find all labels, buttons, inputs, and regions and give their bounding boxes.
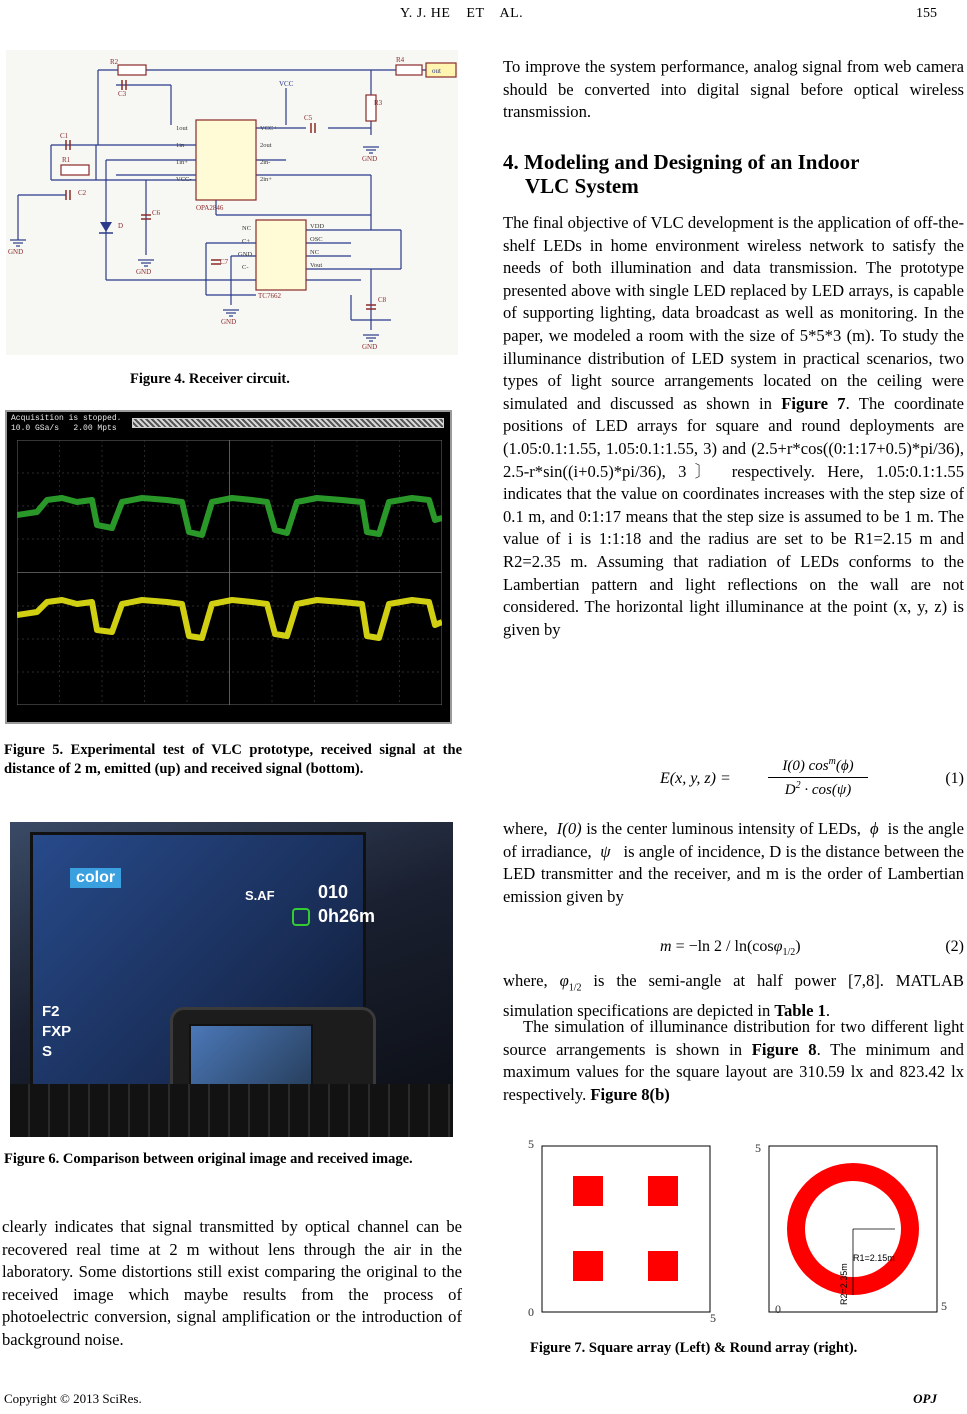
eq1-lhs: E(x, y, z) =: [660, 770, 731, 787]
label-c7: C7: [220, 258, 229, 266]
round-array-diagram: [745, 1130, 963, 1325]
section-heading-line1: 4. Modeling and Designing of an Indoor: [503, 150, 860, 174]
scope-sample-rate: 10.0 GSa/s 2.00 Mpts: [11, 424, 117, 433]
camera-counter: 010: [318, 882, 349, 902]
camera-saf-label: S.AF: [245, 888, 275, 903]
eq1-number: (1): [945, 770, 964, 787]
battery-icon: [292, 908, 310, 926]
scope-traces: [17, 440, 442, 705]
label-gnd-1: GND: [8, 248, 24, 256]
label-out: out: [432, 67, 441, 75]
pin-tc-r3: NC: [310, 249, 320, 256]
page-number: 155: [916, 6, 937, 21]
led-block-top-right: [648, 1176, 678, 1206]
oscilloscope-screenshot: [5, 410, 452, 724]
eq1-exponent: m: [828, 756, 836, 767]
eq2-subscript: 1/2: [782, 947, 796, 959]
eq1-numerator: I(0) cos: [782, 758, 829, 774]
running-header-authors: Y. J. HE ET AL.: [400, 6, 524, 21]
label-r3: R3: [374, 99, 383, 107]
eq1-denominator: D: [784, 782, 796, 798]
label-gnd-2: GND: [136, 268, 152, 276]
section-heading-line2: VLC System: [525, 174, 639, 198]
eq1-den-exponent: 2: [795, 780, 801, 791]
label-vcc: VCC: [279, 80, 294, 88]
eq1-denominator-2: · cos(ψ): [804, 782, 852, 798]
label-c2: C2: [78, 189, 87, 197]
label-c8: C8: [378, 296, 387, 304]
round-y-tick-5: 5: [755, 1141, 761, 1155]
pin-opa-r3: 2in-: [260, 159, 271, 166]
r2-label: R2=2.35m: [839, 1263, 849, 1305]
led-block-top-left: [573, 1176, 603, 1206]
pin-opa-l2: 1in-: [176, 142, 187, 149]
left-column-paragraph: clearly indicates that signal transmitted by optical channel can be recovered real time at 2 m without lens through the air in the laboratory. Some distortions still exist comparing the original to the received image which maybe results from the process of photoelectric conversion, signal amplification or the introduction of background noise.: [2, 1217, 462, 1349]
pin-opa-l4: VCC-: [176, 176, 192, 183]
label-r4: R4: [396, 56, 405, 64]
square-origin-tick: 0: [528, 1305, 534, 1319]
equation-2: m = −ln 2 / ln(cosφ$_{1/2}$) (2): [660, 938, 964, 959]
pin-tc-r2: OSC: [310, 236, 323, 243]
pin-opa-l1: 1out: [176, 125, 188, 132]
figure6-caption: Figure 6. Comparison between original image and received image.: [4, 1151, 413, 1167]
eq2-number: (2): [945, 938, 964, 955]
receiver-circuit-diagram: [6, 50, 458, 355]
copyright-footer: Copyright © 2013 SciRes.: [4, 1391, 142, 1406]
pin-tc-r4: Vout: [310, 262, 323, 269]
pin-tc-l4: C-: [242, 264, 249, 271]
label-opa2846: OPA2846: [196, 204, 224, 212]
figure7-caption: Figure 7. Square array (Left) & Round array (right).: [530, 1340, 858, 1356]
keyboard: [10, 1084, 453, 1137]
journal-footer: OPJ: [913, 1391, 937, 1406]
where-paragraph-1: where, I(0) is the center luminous intensity of LEDs, ϕ is the angle of irradiance, ψ is angle of incidence, D is the distance between the LED transmitter and the receiver, and m is the order of Lambertian emission given by: [503, 819, 965, 906]
square-x-tick-5: 5: [710, 1311, 716, 1325]
section-paragraph-1: [503, 212, 964, 641]
label-tc7662: TC7662: [258, 292, 281, 300]
round-origin-tick: 0: [775, 1302, 781, 1316]
camera-time: 0h26m: [318, 906, 376, 926]
camera-f2-label: F2: [42, 1003, 60, 1020]
label-d: D: [118, 222, 124, 230]
camera-s-label: S: [42, 1043, 53, 1060]
camera-color-badge: color: [70, 868, 121, 888]
label-gnd-4: GND: [221, 318, 237, 326]
label-gnd-5: GND: [362, 343, 378, 351]
figure7-reference[interactable]: Figure 7: [781, 393, 846, 413]
figure4-caption: Figure 4. Receiver circuit.: [130, 371, 290, 387]
label-c3: C3: [118, 90, 127, 98]
label-c5: C5: [304, 114, 313, 122]
camera-fxp-label: FXP: [42, 1023, 72, 1040]
camera-photo: [10, 822, 453, 1137]
square-y-tick-5: 5: [528, 1137, 534, 1151]
label-gnd-3: GND: [362, 155, 378, 163]
pin-opa-l3: 1in+: [176, 159, 188, 166]
label-r1: R1: [62, 156, 71, 164]
section-p1-text-b: . The coordinate positions of LED arrays for square and round deployments are (1.05:0.1:1.55, 1.05:0.1:1.55, 3) and (2.5+r*cos((0:1:17+0.5)*pi/36), 2.5-r*sin((i+0.5)*pi/36), 3〕 respectively. Here, 1.05:0.1:1.55 indicates that the value on coordinates increases with the step size of 0.1 m, and 0:1:17 means that the step size is assumed to be 1 m. The value of i is 1:1:18 and the radius are set to be R1=2.15 m and R2=2.35 m. Assuming that radiation of LEDs conforms to the Lambertian pattern and light reflections on the wall are not considered. The horizontal light illuminance at the point (x, y, z) is given by: [503, 393, 964, 639]
figure5-caption: Figure 5. Experimental test of VLC prototype, received signal at the distance of 2 m, emitted (up) and received signal (bottom).: [4, 742, 462, 777]
where-paragraph-2: where, $\varphi_{1/2}$ is the semi-angle at half power [7,8]. MATLAB simulation specifications are depicted in Table 1.: [503, 971, 964, 1020]
table1-reference[interactable]: Table 1: [774, 1000, 826, 1020]
pin-opa-r1: VCC+: [260, 125, 278, 132]
right-intro-paragraph: To improve the system performance, analog signal from web camera should be converted into digital signal before optical wireless transmission.: [503, 57, 964, 122]
label-r2: R2: [110, 58, 119, 66]
label-c6: C6: [152, 209, 161, 217]
led-block-bottom-right: [648, 1251, 678, 1281]
square-array-diagram: [520, 1130, 730, 1325]
paragraph-3: The simulation of illuminance distribution for two different light source arrangements is shown in Figure 8. The minimum and maximum values for the square layout are 310.59 lx and 823.42 lx respectively. Figure 8(b): [503, 1017, 964, 1104]
pin-tc-l3: GND: [238, 251, 253, 258]
r1-label: R1=2.15m: [853, 1253, 895, 1263]
pin-tc-r1: VDD: [310, 223, 325, 230]
section-p1-text-a: The final objective of VLC development is the application of off-the-shelf LEDs in home environment wireless network to satisfy the needs of both illumination and data transmission. The prototype presented above with single LED replaced by LED arrays, is capable of supporting lighting, data broadcast as well as monitoring. In the paper, we modeled a room with the size of 5*5*3 (m). To study the illuminance distribution of LED system in practical scenarios, two types of light source arrangements located on the ceiling were simulated and discussed as shown in: [503, 213, 964, 413]
section-heading: [503, 150, 964, 198]
led-block-bottom-left: [573, 1251, 603, 1281]
scope-status: Acquisition is stopped.: [11, 414, 122, 423]
eq1-numerator-2: (ϕ): [835, 758, 854, 774]
round-x-tick-5: 5: [941, 1299, 947, 1313]
pin-tc-l2: C+: [242, 238, 251, 245]
pin-opa-r4: 2in+: [260, 176, 272, 183]
pin-tc-l1: NC: [242, 225, 252, 232]
equation-1: [660, 756, 964, 808]
figure8b-reference[interactable]: Figure 8(b): [590, 1084, 670, 1104]
pin-opa-r2: 2out: [260, 142, 272, 149]
label-c1: C1: [60, 132, 69, 140]
figure8-reference[interactable]: Figure 8: [751, 1039, 817, 1059]
